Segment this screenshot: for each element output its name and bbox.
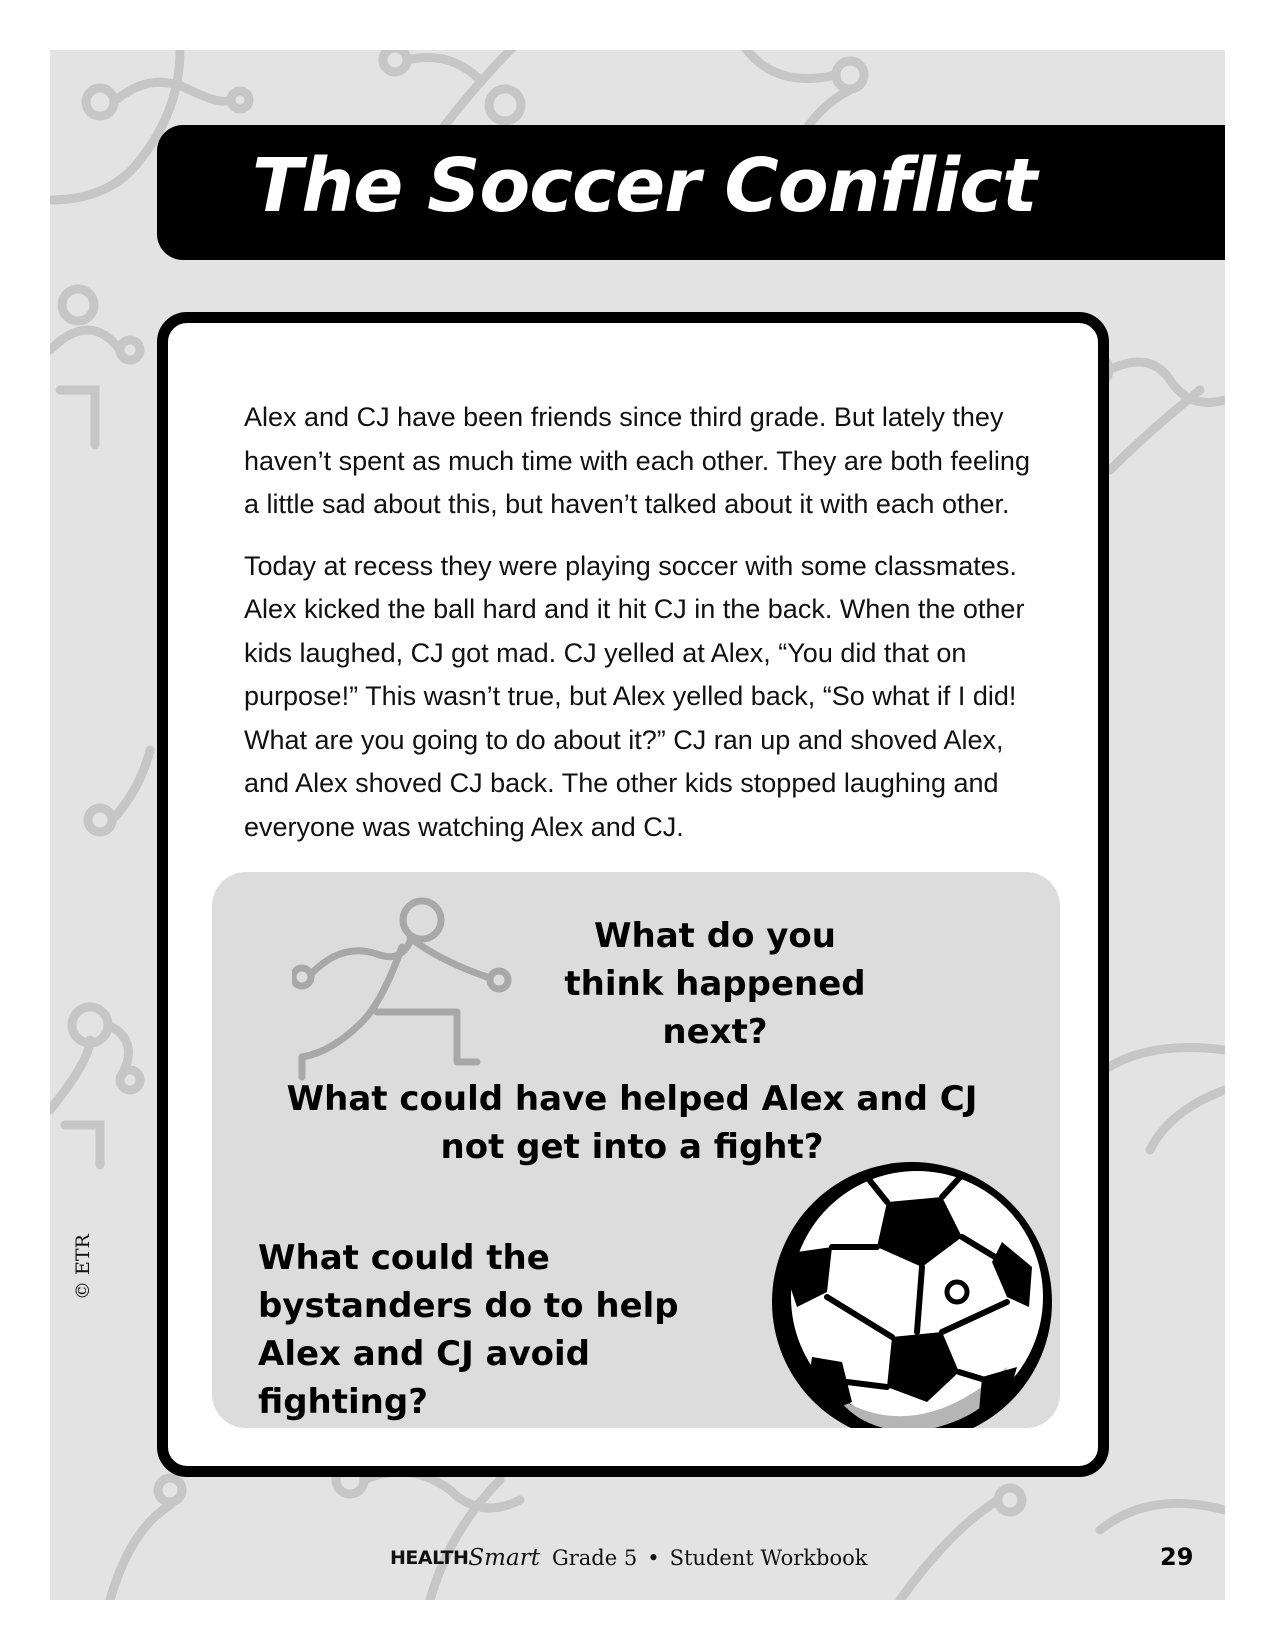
brand-smart: Smart (468, 1545, 540, 1571)
question-1: What do you think happened next? (564, 916, 866, 1052)
story-paragraph: Today at recess they were playing soccer with some classmates. Alex kicked the ball hard and it hit CJ in the back. When the other kids laughed, CJ got mad. CJ yelled at Alex, “You did that on purpose!” This wasn’t true, but Alex yelled back, “So what if I did! What are you going to do about it?” CJ ran up and shoved Alex, and Alex shoved CJ back. The other kids stopped laughing and everyone was watching Alex and CJ. (244, 550, 1025, 842)
question-3: What could the bystanders do to help Alex and CJ avoid fighting? (258, 1238, 679, 1422)
story-paragraph: Alex and CJ have been friends since third grade. But lately they haven’t spent as much time with each other. They are both feeling a little sad about this, but haven’t talked about it with each other. (244, 402, 1030, 519)
title-banner (157, 125, 1225, 260)
question-2: What could have helped Alex and CJ not get into a fight? (286, 1079, 978, 1167)
copyright-notice: © ETR (72, 1234, 94, 1300)
brand-health: HEALTH (390, 1547, 469, 1569)
grade-label: Grade 5 (551, 1546, 638, 1570)
story-card (157, 312, 1109, 1477)
questions-panel (212, 872, 1060, 1428)
workbook-label: Student Workbook (669, 1546, 868, 1570)
footer-separator: • (647, 1546, 660, 1570)
page-number: 29 (1160, 1543, 1194, 1571)
soccer-ball-icon (767, 1157, 1057, 1428)
page-title: The Soccer Conflict (252, 143, 1037, 229)
story-text (244, 396, 1039, 867)
footer (390, 1540, 867, 1576)
soccer-player-icon (292, 892, 532, 1092)
